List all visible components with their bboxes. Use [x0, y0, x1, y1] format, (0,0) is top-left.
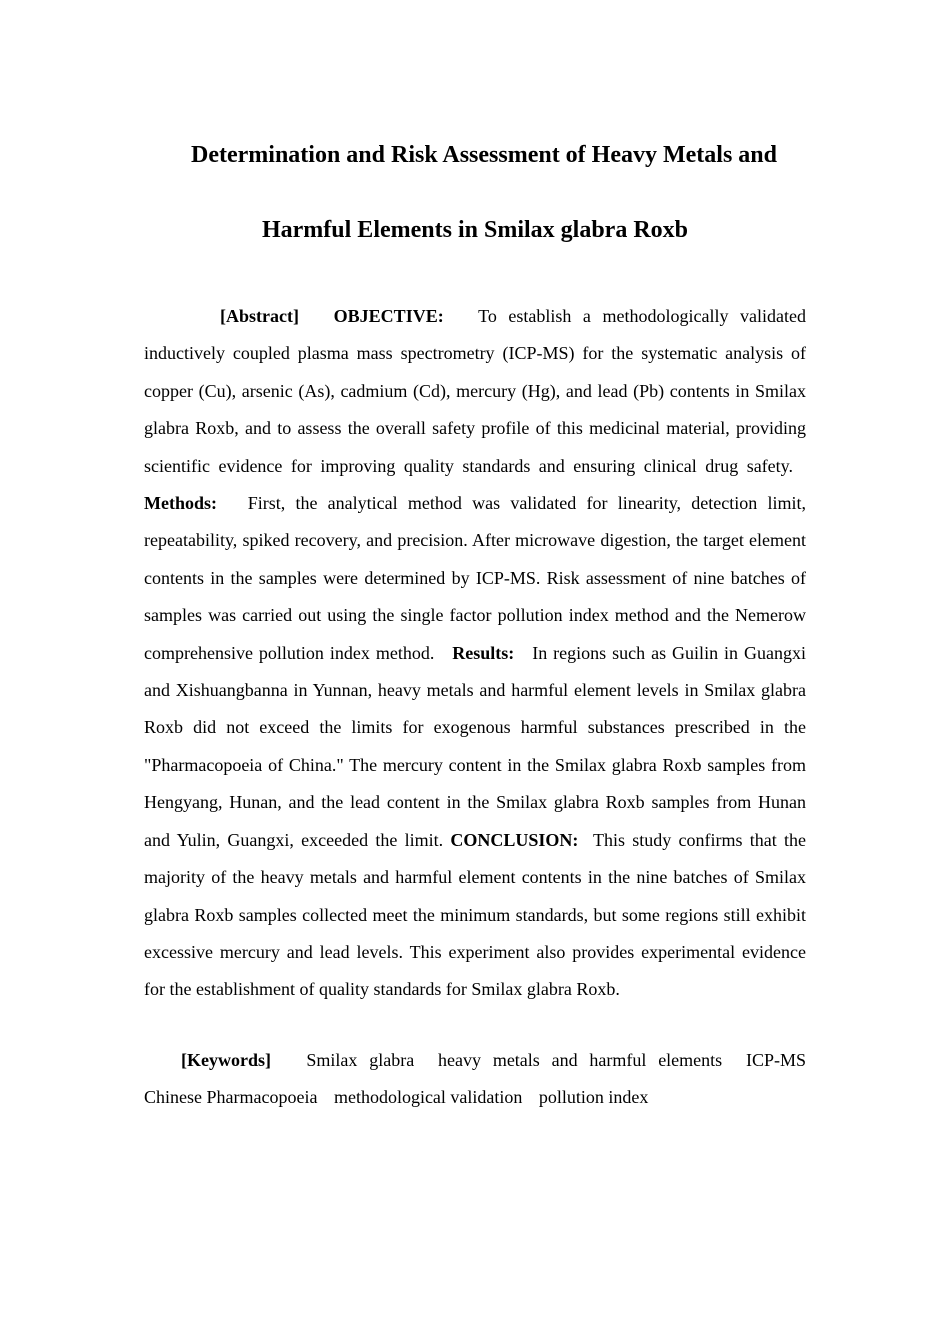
title-line-2: Harmful Elements in Smilax glabra Roxb [261, 217, 688, 243]
abstract-label: [Abstract] [220, 306, 299, 326]
keyword-item: pollution index [538, 1087, 649, 1108]
results-label: Results: [452, 642, 515, 663]
keyword-item: ICP-MS [745, 1049, 807, 1070]
conclusion-label: CONCLUSION: [450, 829, 579, 850]
keywords-label: [Keywords] [181, 1049, 271, 1070]
document-page [144, 118, 806, 1117]
objective-text: To establish a methodologically validated inductively coupled plasma mass spectrometry (ICP-MS) for the systematic analysis of copper (Cu), arsenic (As), cadmium (Cd), mercury (Hg), and lead (Pb) contents in Smilax glabra Roxb, and to assess the overall safety profile of this medicinal material, providing scientific evidence for improving quality standards and ensuring clinical drug safety. [144, 306, 806, 476]
keyword-item: Chinese Pharmacopoeia [144, 1087, 318, 1108]
methods-label: Methods: [144, 493, 217, 514]
title-line-1: Determination and Risk Assessment of Heavy Metals and [191, 142, 777, 168]
results-text: In regions such as Guilin in Guangxi and Xishuangbanna in Yunnan, heavy metals and harmful element levels in Smilax glabra Roxb did not exceed the limits for exogenous harmful substances prescribed in the "Pharmacopoeia of China." The mercury content in the Smilax glabra Roxb samples from Hengyang, Hunan, and the lead content in the Smilax glabra Roxb samples from Hunan and Yulin, Guangxi, exceeded the limit. [144, 642, 806, 850]
abstract-paragraph [144, 298, 806, 1009]
keyword-item: methodological validation [333, 1087, 523, 1108]
paper-title [144, 118, 806, 268]
keywords-paragraph [144, 1042, 806, 1117]
methods-text: First, the analytical method was validated for linearity, detection limit, repeatability, spiked recovery, and precision. After microwave digestion, the target element contents in the samples were determined by ICP-MS. Risk assessment of nine batches of samples was carried out using the single factor pollution index method and the Nemerow comprehensive pollution index method. [144, 493, 806, 663]
objective-label: OBJECTIVE: [333, 306, 444, 326]
conclusion-text: This study confirms that the majority of the heavy metals and harmful element contents in the nine batches of Smilax glabra Roxb samples collected meet the minimum standards, but some regions still exhibit excessive mercury and lead levels. This experiment also provides experimental evidence for the establishment of quality standards for Smilax glabra Roxb. [144, 829, 807, 1000]
keyword-item: heavy metals and harmful elements [438, 1049, 723, 1070]
keyword-item: Smilax glabra [306, 1049, 415, 1070]
